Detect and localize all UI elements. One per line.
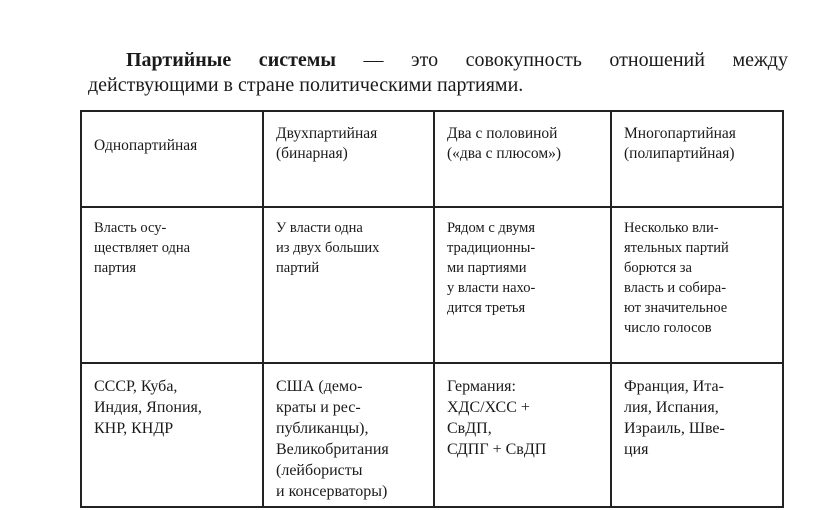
header-multi-party: Многопартийная (полипартийная) — [611, 111, 783, 207]
table-description-row — [81, 207, 783, 363]
table-examples-row — [81, 363, 783, 507]
examples-multi-party: Франция, Ита- лия, Испания, Израиль, Шве- ция — [611, 363, 783, 507]
definition-term: Партийные системы — [126, 49, 337, 71]
definition-text: — это совокупность отношений между действующими в стране политическими партиями. — [88, 49, 788, 96]
description-two-party: У власти одна из двух больших партий — [263, 207, 434, 363]
table-header-row — [81, 111, 783, 207]
header-two-party: Двухпартийная (бинарная) — [263, 111, 434, 207]
examples-one-party: СССР, Куба, Индия, Япония, КНР, КНДР — [81, 363, 263, 507]
description-one-party: Власть осу- ществляет одна партия — [81, 207, 263, 363]
definition-paragraph — [88, 48, 788, 98]
examples-two-and-half-party: Германия: ХДС/ХСС + СвДП, СДПГ + СвДП — [434, 363, 611, 507]
description-two-and-half-party: Рядом с двумя традиционны- ми партиями у власти нахо- дится третья — [434, 207, 611, 363]
examples-two-party: США (демо- краты и рес- публиканцы), Великобритания (лейбористы и консерваторы) — [263, 363, 434, 507]
party-systems-table — [80, 110, 784, 508]
description-multi-party: Несколько вли- ятельных партий борются за власть и собира- ют значительное число голосов — [611, 207, 783, 363]
header-one-party: Однопартийная — [81, 111, 263, 207]
header-two-and-half-party: Два с половиной («два с плюсом») — [434, 111, 611, 207]
